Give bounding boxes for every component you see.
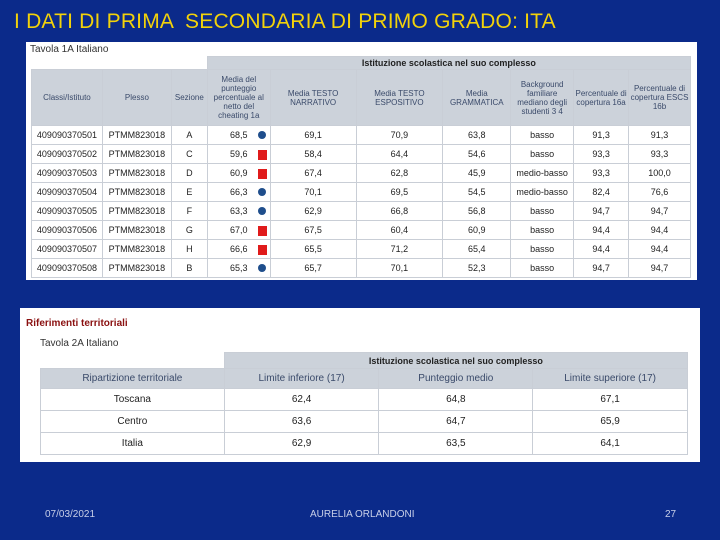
table-cell: 93,3 <box>629 145 691 164</box>
table-cell: 60,9 <box>443 221 511 240</box>
table-cell: 62,4 <box>224 389 379 411</box>
table-cell: PTMM823018 <box>102 221 171 240</box>
table-cell: 62,9 <box>270 202 356 221</box>
table1-band-header: Istituzione scolastica nel suo complesso <box>207 57 690 70</box>
table-cell: 67,4 <box>270 164 356 183</box>
page-number: 27 <box>665 509 677 520</box>
table-cell: 94,4 <box>574 240 629 259</box>
table-cell: 63,5 <box>379 433 533 455</box>
table-cell: 71,2 <box>356 240 443 259</box>
table-cell: 66,8 <box>356 202 443 221</box>
table-cell: 65,5 <box>270 240 356 259</box>
column-header: Limite superiore (17) <box>533 369 688 389</box>
red-marker-icon <box>258 245 267 255</box>
table-cell: 60,9 <box>207 164 270 183</box>
table-cell: 409090370501 <box>32 126 103 145</box>
table-cell: Centro <box>41 411 225 433</box>
table-row <box>41 389 688 411</box>
footer-author: AURELIA ORLANDONI <box>310 509 415 520</box>
territorial-table <box>40 352 688 455</box>
table-cell: 70,1 <box>356 259 443 278</box>
column-header: Limite inferiore (17) <box>224 369 379 389</box>
table-cell: 94,4 <box>629 221 691 240</box>
table-cell: 62,8 <box>356 164 443 183</box>
table-cell: 67,5 <box>270 221 356 240</box>
table-cell: 93,3 <box>574 145 629 164</box>
slide-title: I DATI DI PRIMA SECONDARIA DI PRIMO GRADO: ITA <box>14 10 556 33</box>
table-row <box>32 183 691 202</box>
table-cell: basso <box>511 221 574 240</box>
table-cell: 94,4 <box>629 240 691 259</box>
table-row <box>41 433 688 455</box>
table-cell: Italia <box>41 433 225 455</box>
column-header: Media TESTO ESPOSITIVO <box>356 70 443 126</box>
column-header: Media del punteggio percentuale al netto del cheating 1a <box>207 70 270 126</box>
table1-body <box>32 126 691 278</box>
table-cell: 54,5 <box>443 183 511 202</box>
table-cell: medio-basso <box>511 183 574 202</box>
red-marker-icon <box>258 226 267 236</box>
table-cell: PTMM823018 <box>102 202 171 221</box>
table-cell: PTMM823018 <box>102 164 171 183</box>
table-cell: B <box>171 259 207 278</box>
red-marker-icon <box>258 150 267 160</box>
table-cell: basso <box>511 259 574 278</box>
table-cell: 67,0 <box>207 221 270 240</box>
column-header: Background familiare mediano degli studenti 3 4 <box>511 70 574 126</box>
table-cell: 52,3 <box>443 259 511 278</box>
column-header: Ripartizione territoriale <box>41 369 225 389</box>
footer-date: 07/03/2021 <box>45 509 96 520</box>
table-cell: E <box>171 183 207 202</box>
table-cell: basso <box>511 145 574 164</box>
table-cell: F <box>171 202 207 221</box>
table-cell: 54,6 <box>443 145 511 164</box>
table-cell: 409090370505 <box>32 202 103 221</box>
table-cell: 76,6 <box>629 183 691 202</box>
table-cell: PTMM823018 <box>102 240 171 259</box>
table-cell: PTMM823018 <box>102 145 171 164</box>
table-cell: H <box>171 240 207 259</box>
table-cell: C <box>171 145 207 164</box>
table-cell: 94,7 <box>629 202 691 221</box>
table-cell: 94,4 <box>574 221 629 240</box>
table-cell: medio-basso <box>511 164 574 183</box>
table-cell: 91,3 <box>574 126 629 145</box>
section-title: Riferimenti territoriali <box>26 318 128 329</box>
table-cell: 94,7 <box>574 202 629 221</box>
table2-caption: Tavola 2A Italiano <box>40 338 119 349</box>
table-cell: 69,5 <box>356 183 443 202</box>
table-cell: 58,4 <box>270 145 356 164</box>
table-cell: basso <box>511 202 574 221</box>
table-cell: 409090370502 <box>32 145 103 164</box>
table-cell: 82,4 <box>574 183 629 202</box>
table-cell: 70,1 <box>270 183 356 202</box>
table-cell: 60,4 <box>356 221 443 240</box>
table-cell: basso <box>511 240 574 259</box>
table-cell: PTMM823018 <box>102 126 171 145</box>
table-cell: 66,3 <box>207 183 270 202</box>
table-cell: 70,9 <box>356 126 443 145</box>
table-row <box>32 164 691 183</box>
table-row <box>32 126 691 145</box>
table-cell: 64,4 <box>356 145 443 164</box>
table-cell: 45,9 <box>443 164 511 183</box>
table-row <box>32 259 691 278</box>
table-cell: 93,3 <box>574 164 629 183</box>
table-cell: basso <box>511 126 574 145</box>
table-cell: 409090370508 <box>32 259 103 278</box>
table-cell: 100,0 <box>629 164 691 183</box>
table-cell: 68,5 <box>207 126 270 145</box>
table-cell: 94,7 <box>574 259 629 278</box>
table1-caption: Tavola 1A Italiano <box>30 44 109 55</box>
red-marker-icon <box>258 169 267 179</box>
column-header: Plesso <box>102 70 171 126</box>
table-cell: Toscana <box>41 389 225 411</box>
table-cell: D <box>171 164 207 183</box>
table1-panel <box>26 42 697 280</box>
table-cell: 409090370506 <box>32 221 103 240</box>
table2-band-header: Istituzione scolastica nel suo complesso <box>224 353 687 369</box>
table-cell: 67,1 <box>533 389 688 411</box>
table-cell: 65,3 <box>207 259 270 278</box>
table-cell: 409090370507 <box>32 240 103 259</box>
school-results-table <box>31 56 691 278</box>
table-cell: 409090370504 <box>32 183 103 202</box>
table-cell: 62,9 <box>224 433 379 455</box>
table1-header-row <box>32 70 691 126</box>
table-cell: 65,7 <box>270 259 356 278</box>
column-header: Percentuale di copertura ESCS 16b <box>629 70 691 126</box>
column-header: Sezione <box>171 70 207 126</box>
table-row <box>32 202 691 221</box>
table-cell: 63,3 <box>207 202 270 221</box>
table-cell: 66,6 <box>207 240 270 259</box>
table-cell: 91,3 <box>629 126 691 145</box>
column-header: Punteggio medio <box>379 369 533 389</box>
table-cell: 64,7 <box>379 411 533 433</box>
column-header: Percentuale di copertura 16a <box>574 70 629 126</box>
column-header: Media TESTO NARRATIVO <box>270 70 356 126</box>
column-header: Classi/Istituto <box>32 70 103 126</box>
table-cell: A <box>171 126 207 145</box>
table-cell: 69,1 <box>270 126 356 145</box>
table-cell: G <box>171 221 207 240</box>
table-cell: 64,8 <box>379 389 533 411</box>
table-cell: 63,8 <box>443 126 511 145</box>
table2-header-row <box>41 369 688 389</box>
column-header: Media GRAMMATICA <box>443 70 511 126</box>
table-cell: 65,9 <box>533 411 688 433</box>
table-cell: 59,6 <box>207 145 270 164</box>
table-cell: 56,8 <box>443 202 511 221</box>
table-cell: 409090370503 <box>32 164 103 183</box>
table-cell: PTMM823018 <box>102 183 171 202</box>
table2-body <box>41 389 688 455</box>
table-row <box>41 411 688 433</box>
table-cell: 64,1 <box>533 433 688 455</box>
table-cell: PTMM823018 <box>102 259 171 278</box>
table-row <box>32 240 691 259</box>
table-row <box>32 145 691 164</box>
table-cell: 65,4 <box>443 240 511 259</box>
table-cell: 94,7 <box>629 259 691 278</box>
table-cell: 63,6 <box>224 411 379 433</box>
table2-panel <box>20 308 700 462</box>
table-row <box>32 221 691 240</box>
